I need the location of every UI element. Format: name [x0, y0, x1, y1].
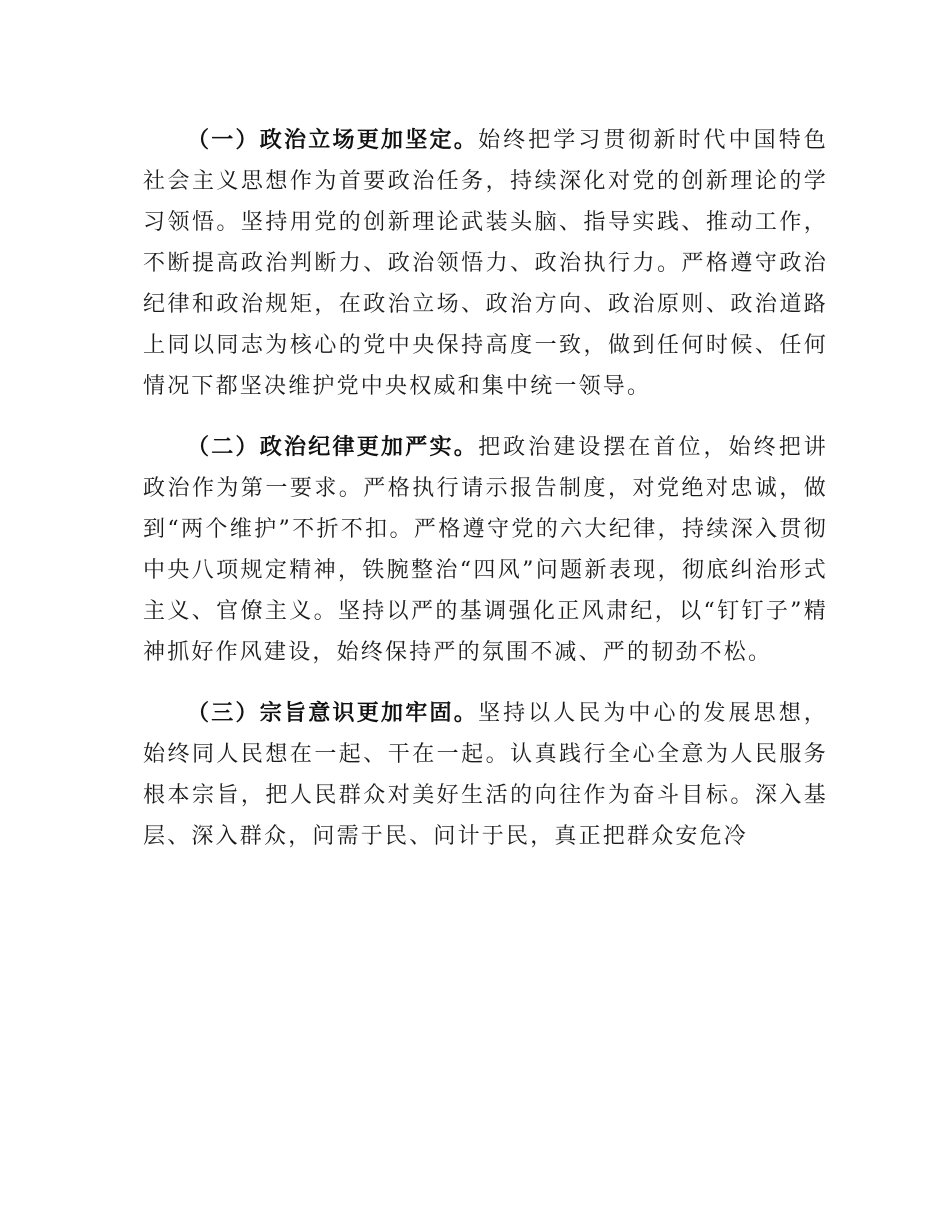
paragraph-political-stance: [143, 120, 828, 407]
document-body: [143, 120, 828, 857]
paragraph-text: 始终把学习贯彻新时代中国特色社会主义思想作为首要政治任务，持续深化对党的创新理论的学习领悟。坚持用党的创新理论武装头脑、指导实践、推动工作，不断提高政治判断力、政治领悟力、政治执行力。严格遵守政治纪律和政治规矩，在政治立场、政治方向、政治原则、政治道路上同以同志为核心的党中央保持高度一致，做到任何时候、任何情况下都坚决维护党中央权威和集中统一领导。: [143, 128, 828, 399]
paragraph-heading: （一）政治立场更加坚定。: [187, 128, 479, 153]
paragraph-heading: （二）政治纪律更加严实。: [187, 435, 479, 460]
paragraph-heading: （三）宗旨意识更加牢固。: [187, 701, 479, 726]
paragraph-text: 坚持以人民为中心的发展思想，始终同人民想在一起、干在一起。认真践行全心全意为人民服务根本宗旨，把人民群众对美好生活的向往作为奋斗目标。深入基层、深入群众，问需于民、问计于民，真正把群众安危冷: [143, 701, 828, 849]
paragraph-political-discipline: [143, 427, 828, 673]
paragraph-purpose-awareness: [143, 693, 828, 857]
paragraph-text: 把政治建设摆在首位，始终把讲政治作为第一要求。严格执行请示报告制度，对党绝对忠诚，做到“两个维护”不折不扣。严格遵守党的六大纪律，持续深入贯彻中央八项规定精神，铁腕整治“四风”问题新表现，彻底纠治形式主义、官僚主义。坚持以严的基调强化正风肃纪，以“钉钉子”精神抓好作风建设，始终保持严的氛围不减、严的韧劲不松。: [143, 435, 828, 665]
